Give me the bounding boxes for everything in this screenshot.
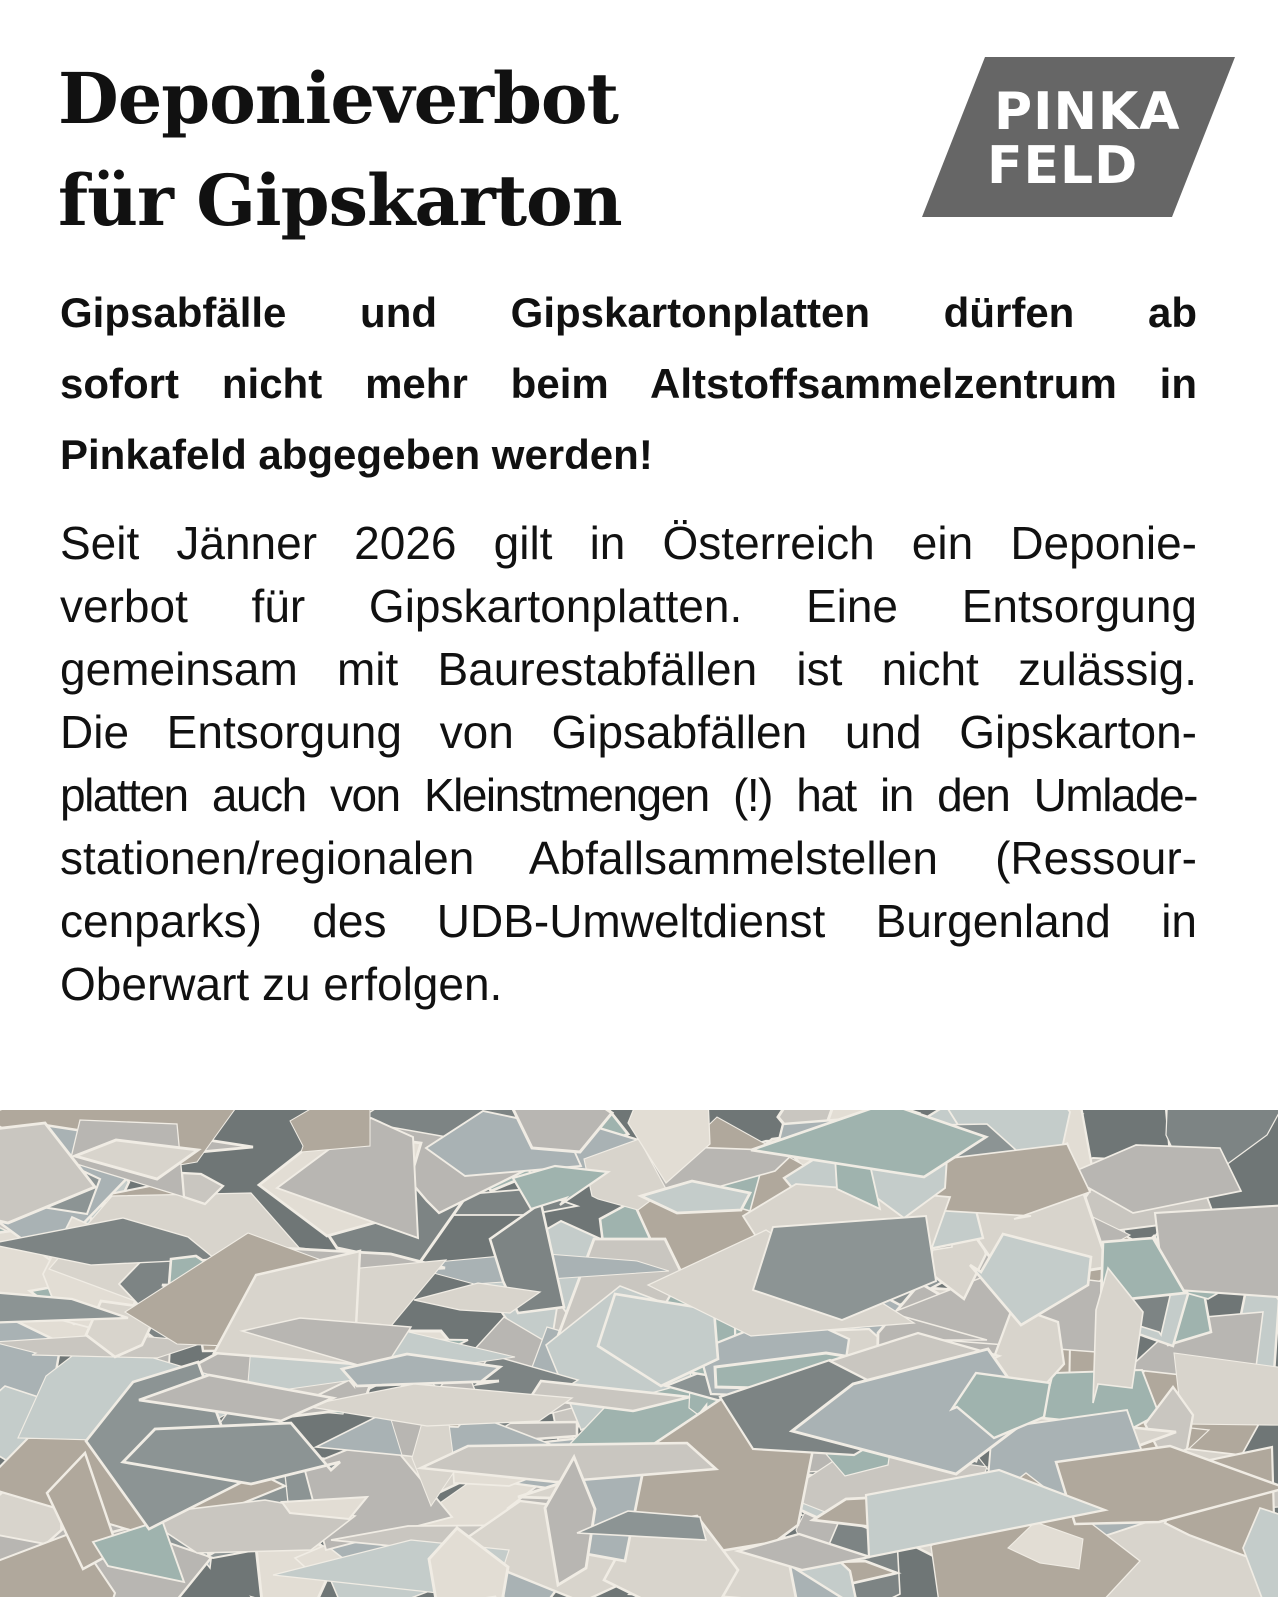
pinkafeld-logo — [922, 57, 1235, 217]
lead-line: Pinkafeld abgegeben werden! — [60, 431, 653, 478]
body-line: verbot für Gipskartonplatten. Eine Entsorgung — [60, 580, 1197, 632]
body-line: cenparks) des UDB-Umweltdienst Burgenland in — [60, 895, 1197, 947]
body-line: stationen/regionalen Abfallsammelstellen (Ressour- — [60, 832, 1197, 884]
body-line: Die Entsorgung von Gipsabfällen und Gipskarton- — [60, 706, 1197, 758]
page-title — [58, 48, 622, 252]
svg-text:PINKA: PINKA — [994, 82, 1181, 142]
lead-line: Gipsabfälle und Gipskartonplatten dürfen ab — [60, 289, 1197, 336]
body-line: Oberwart zu erfolgen. — [60, 958, 503, 1010]
body-paragraph — [60, 512, 1197, 1016]
svg-text:FELD: FELD — [987, 136, 1139, 196]
body-line: gemeinsam mit Baurestabfällen ist nicht zulässig. — [60, 643, 1197, 695]
plasterboard-waste-photo — [0, 1110, 1278, 1597]
title-line-2: für Gipskarton — [58, 159, 622, 242]
title-line-1: Deponieverbot — [58, 57, 618, 140]
lead-line: sofort nicht mehr beim Altstoffsammelzentrum in — [60, 360, 1197, 407]
body-line: platten auch von Kleinstmengen (!) hat in den Umlade- — [60, 769, 1197, 821]
body-line: Seit Jänner 2026 gilt in Österreich ein Deponie- — [60, 517, 1197, 569]
lead-paragraph — [60, 277, 1197, 490]
